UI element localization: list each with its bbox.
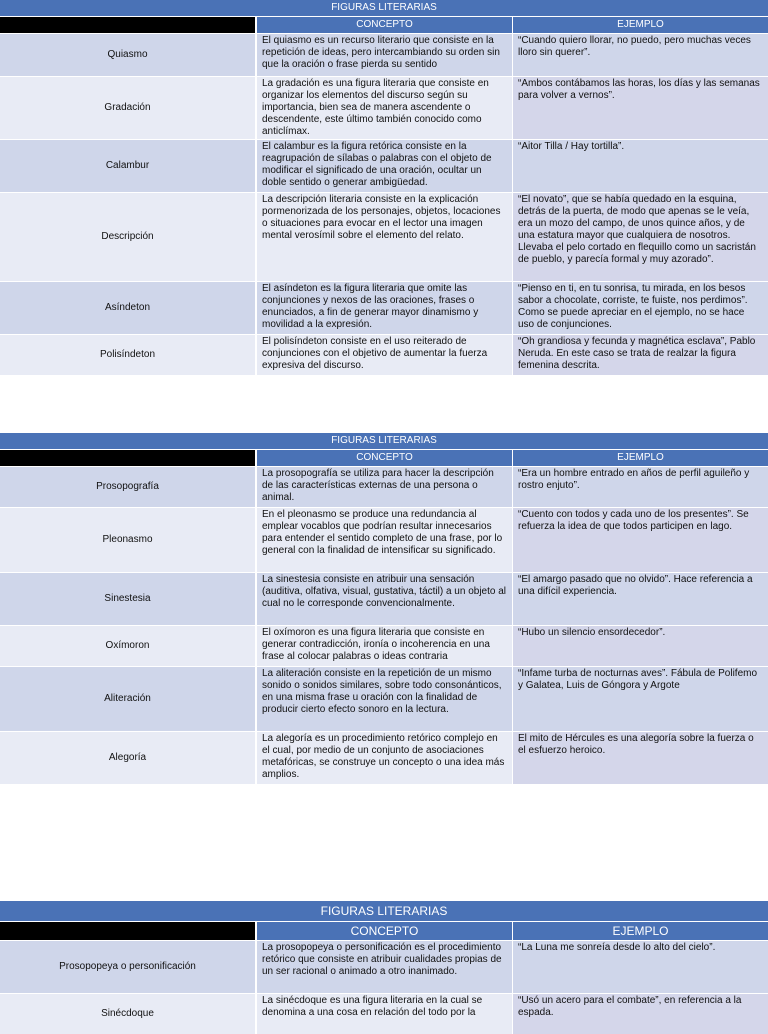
concepto-cell: El asíndeton es la figura literaria que omite las conjunciones y nexos de las oraciones, frases o enunciados, a fin de generar mayor dinamismo y movilidad a la expresión. (257, 282, 512, 334)
ejemplo-cell: “Pienso en ti, en tu sonrisa, tu mirada, en los besos sabor a chocolate, corriste, te fuiste, nos perdimos”. Como se puede apreciar en el ejemplo, no se hace uso de conjunciones. (513, 282, 768, 334)
concepto-cell: El polisíndeton consiste en el uso reiterado de conjunciones con el objetivo de aumentar la fuerza expresiva del discurso. (257, 335, 512, 375)
table-title: FIGURAS LITERARIAS (0, 901, 768, 921)
concepto-cell: El oxímoron es una figura literaria que consiste en generar contradicción, ironía o incoherencia en una frase al colocar palabras o ideas contraria (257, 626, 512, 666)
term-cell: Prosopopeya o personificación (0, 941, 255, 993)
concepto-cell: La aliteración consiste en la repetición de un mismo sonido o sonidos similares, sobre todo consonánticos, en una misma frase u oración con la finalidad de producir cierto efecto sonoro en la lectura. (257, 667, 512, 731)
table-row (0, 625, 768, 666)
header-blank-cell (0, 17, 255, 33)
concepto-cell: La sinestesia consiste en atribuir una sensación (auditiva, olfativa, visual, gustativa, táctil) a un objeto al cual no le corresponde convencionalmente. (257, 573, 512, 625)
table-3 (0, 901, 768, 1034)
term-cell: Asíndeton (0, 282, 255, 334)
term-cell: Oxímoron (0, 626, 255, 666)
header-ejemplo: EJEMPLO (513, 922, 768, 940)
concepto-cell: El calambur es la figura retórica consiste en la reagrupación de sílabas o palabras con el objeto de modificar el significado de una oración, ocultar un doble sentido o generar ambigüedad. (257, 140, 512, 192)
concepto-cell: La alegoría es un procedimiento retórico complejo en el cual, por medio de un conjunto de asociaciones metafóricas, se construye un concepto o una idea más amplios. (257, 732, 512, 784)
ejemplo-cell: “Cuento con todos y cada uno de los presentes”. Se refuerza la idea de que todos participen en lago. (513, 508, 768, 572)
ejemplo-cell: El mito de Hércules es una alegoría sobre la fuerza o el esfuerzo heroico. (513, 732, 768, 784)
table-2 (0, 433, 768, 784)
table-header (0, 921, 768, 940)
concepto-cell: La descripción literaria consiste en la explicación pormenorizada de los personajes, objetos, locaciones o situaciones para evocar en el lector una imagen mental verosímil sobre el elemento del relato. (257, 193, 512, 281)
table-row (0, 466, 768, 507)
term-cell: Aliteración (0, 667, 255, 731)
header-concepto: CONCEPTO (257, 450, 512, 466)
ejemplo-cell: “Infame turba de nocturnas aves”. Fábula de Polifemo y Galatea, Luis de Góngora y Argote (513, 667, 768, 731)
concepto-cell: La prosopografía se utiliza para hacer la descripción de las características externas de una persona o animal. (257, 467, 512, 507)
table-row (0, 334, 768, 375)
table-row (0, 666, 768, 731)
table-1 (0, 0, 768, 375)
term-cell: Polisíndeton (0, 335, 255, 375)
header-blank-cell (0, 922, 255, 940)
header-ejemplo: EJEMPLO (513, 17, 768, 33)
table-row (0, 993, 768, 1034)
header-concepto: CONCEPTO (257, 922, 512, 940)
header-ejemplo: EJEMPLO (513, 450, 768, 466)
term-cell: Quiasmo (0, 34, 255, 76)
table-row (0, 281, 768, 334)
term-cell: Pleonasmo (0, 508, 255, 572)
table-row (0, 33, 768, 76)
term-cell: Calambur (0, 140, 255, 192)
table-row (0, 572, 768, 625)
table-title: FIGURAS LITERARIAS (0, 0, 768, 16)
ejemplo-cell: “Hubo un silencio ensordecedor”. (513, 626, 768, 666)
header-concepto: CONCEPTO (257, 17, 512, 33)
ejemplo-cell: “La Luna me sonreía desde lo alto del cielo”. (513, 941, 768, 993)
table-header (0, 16, 768, 33)
table-header (0, 449, 768, 466)
concepto-cell: La gradación es una figura literaria que consiste en organizar los elementos del discurso según su importancia, bien sea de manera ascendente o descendente, este último también conocido como anticlímax. (257, 77, 512, 139)
concepto-cell: La sinécdoque es una figura literaria en la cual se denomina a una cosa en relación del todo por la (257, 994, 512, 1034)
term-cell: Prosopografía (0, 467, 255, 507)
table-row (0, 940, 768, 993)
table-row (0, 731, 768, 784)
concepto-cell: En el pleonasmo se produce una redundancia al emplear vocablos que podrían resultar innecesarios para entender el sentido completo de una frase, por lo general con la finalidad de intensificar su significado. (257, 508, 512, 572)
table-row (0, 192, 768, 281)
ejemplo-cell: “Ambos contábamos las horas, los días y las semanas para volver a vernos”. (513, 77, 768, 139)
ejemplo-cell: “El amargo pasado que no olvido”. Hace referencia a una difícil experiencia. (513, 573, 768, 625)
table-row (0, 76, 768, 139)
term-cell: Descripción (0, 193, 255, 281)
ejemplo-cell: “Usó un acero para el combate”, en referencia a la espada. (513, 994, 768, 1034)
ejemplo-cell: “Oh grandiosa y fecunda y magnética esclava”, Pablo Neruda. En este caso se trata de realzar la figura femenina descrita. (513, 335, 768, 375)
term-cell: Sinestesia (0, 573, 255, 625)
ejemplo-cell: “Aitor Tilla / Hay tortilla”. (513, 140, 768, 192)
concepto-cell: La prosopopeya o personificación es el procedimiento retórico que consiste en atribuir cualidades propias de un ser racional o animado a otro inanimado. (257, 941, 512, 993)
table-row (0, 139, 768, 192)
term-cell: Gradación (0, 77, 255, 139)
concepto-cell: El quiasmo es un recurso literario que consiste en la repetición de ideas, pero intercambiando su orden sin que la oración o frase pierda su sentido (257, 34, 512, 76)
table-row (0, 507, 768, 572)
term-cell: Sinécdoque (0, 994, 255, 1034)
ejemplo-cell: “Era un hombre entrado en años de perfil aguileño y rostro enjuto”. (513, 467, 768, 507)
header-blank-cell (0, 450, 255, 466)
ejemplo-cell: “Cuando quiero llorar, no puedo, pero muchas veces lloro sin querer”. (513, 34, 768, 76)
ejemplo-cell: “El novato”, que se había quedado en la esquina, detrás de la puerta, de modo que apenas se le veía, era un mozo del campo, de unos quince años, y de una estatura mayor que cualquiera de nosotros. Llevaba el pelo cortado en flequillo como un sacristán de pueblo, y parecía formal y muy azorado”. (513, 193, 768, 281)
term-cell: Alegoría (0, 732, 255, 784)
table-title: FIGURAS LITERARIAS (0, 433, 768, 449)
